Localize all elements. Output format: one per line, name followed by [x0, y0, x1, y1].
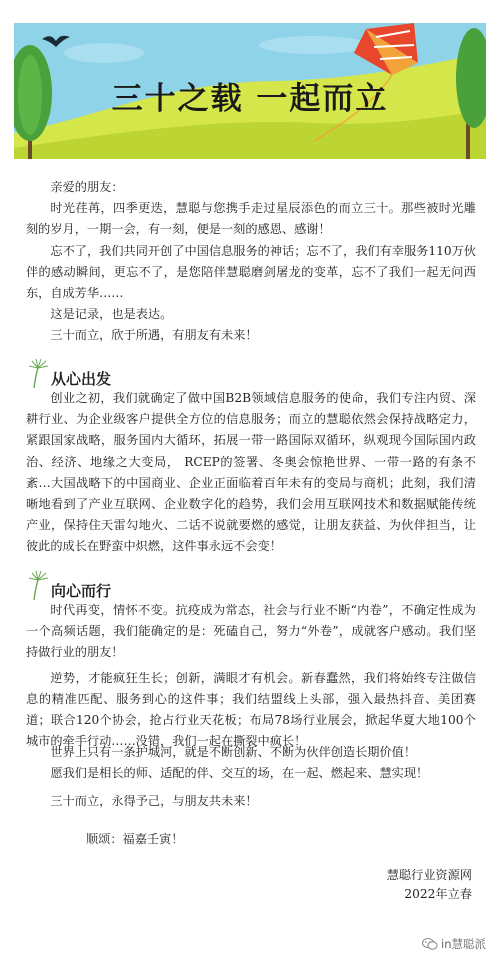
- regards: 顺颂：福嘉壬寅！: [86, 831, 184, 846]
- closing-line: 三十而立，永得予己，与朋友共未来！: [50, 794, 258, 809]
- letter-intro: [26, 177, 476, 347]
- section-body: 时代再变，情怀不变。抗疫成为常态，社会与行业不断“内卷”，不确定性成为一个高频话题，我们能确定的是：死磕自己，努力“外卷”，成就客户感动。我们坚持做行业的朋友！: [26, 603, 476, 660]
- watermark: [422, 936, 486, 952]
- wechat-icon: [422, 937, 438, 951]
- section-heading: 向心而行: [26, 570, 476, 600]
- intro-paragraph: 时光荏苒，四季更迭，慧聪与您携手走过星辰添色的而立三十。那些被时光雕刻的岁月，一期一会，有一刻，便是一刻的感恩、感谢！: [26, 201, 476, 237]
- banner-title: 三十之载 一起而立: [111, 81, 389, 117]
- letter-closing: [26, 742, 476, 850]
- salutation: 亲爱的朋友：: [50, 180, 124, 194]
- signature: 慧聪行业资源网: [386, 868, 472, 882]
- header-banner: [14, 23, 486, 159]
- section-heading: 从心出发: [26, 358, 476, 388]
- intro-paragraph: 忘不了，我们共同开创了中国信息服务的神话；忘不了，我们有幸服务110万伙伴的感动瞬间，更忘不了，是您陪伴慧聪磨剑屠龙的变革，忘不了我们一起无问西东，自成芳华……: [26, 243, 476, 301]
- section-body: 逆势，才能疯狂生长；创新，满眼才有机会。新春蠢然，我们将始终专注做信息的精准匹配、服务到心的这件事；我们结盟线上头部，强入最热抖音、美团赛道；联合120个协会，抢占行业天花板；布局78场行业展会，掀起华夏大地100个城市的牵手行动……没错，我们一起在撕裂中疯长！: [26, 670, 476, 749]
- closing-line: 愿我们是相长的师、适配的伴、交互的场，在一起、燃起来、慧实现！: [50, 766, 429, 781]
- intro-paragraph: 这是记录，也是表达。: [50, 307, 173, 322]
- section-body: 创业之初，我们就确定了做中国B2B领域信息服务的使命，我们专注内贸、深耕行业、为企业级客户提供全方位的信息服务；而立的慧聪依然会保持战略定力，紧跟国家战略，服务国内大循环，拓展一带一路国际双循环，纵观现今国际国内政治、经济、地缘之大变局， RCEP的签署、冬奥会惊艳世界、一带一路的有条不紊…大国战略下的中国商业、企业正面临着百年未有的变局与商机；此刻，我们清晰地看到了产业互联网、企业数字化的趋势，我们会用互联网技术和数据赋能传统产业，保持住天雷勾地火、二话不说就要燃的感觉，让朋友获益、为伙伴担当，让彼此的成长在野蛮中炽燃，这件事永远不会变！: [26, 391, 476, 554]
- closing-line: 世界上只有一条护城河，就是不断创新、不断为伙伴创造长期价值！: [50, 745, 417, 759]
- intro-paragraph: 三十而立，欣于所遇，有朋友有未来！: [50, 328, 258, 343]
- dandelion-icon: [26, 358, 50, 388]
- date: 2022年立春: [404, 887, 472, 901]
- dandelion-icon: [26, 570, 50, 600]
- watermark-text: in慧聪派: [441, 937, 486, 951]
- section-toward-heart: [26, 570, 476, 752]
- section-from-heart: [26, 358, 476, 558]
